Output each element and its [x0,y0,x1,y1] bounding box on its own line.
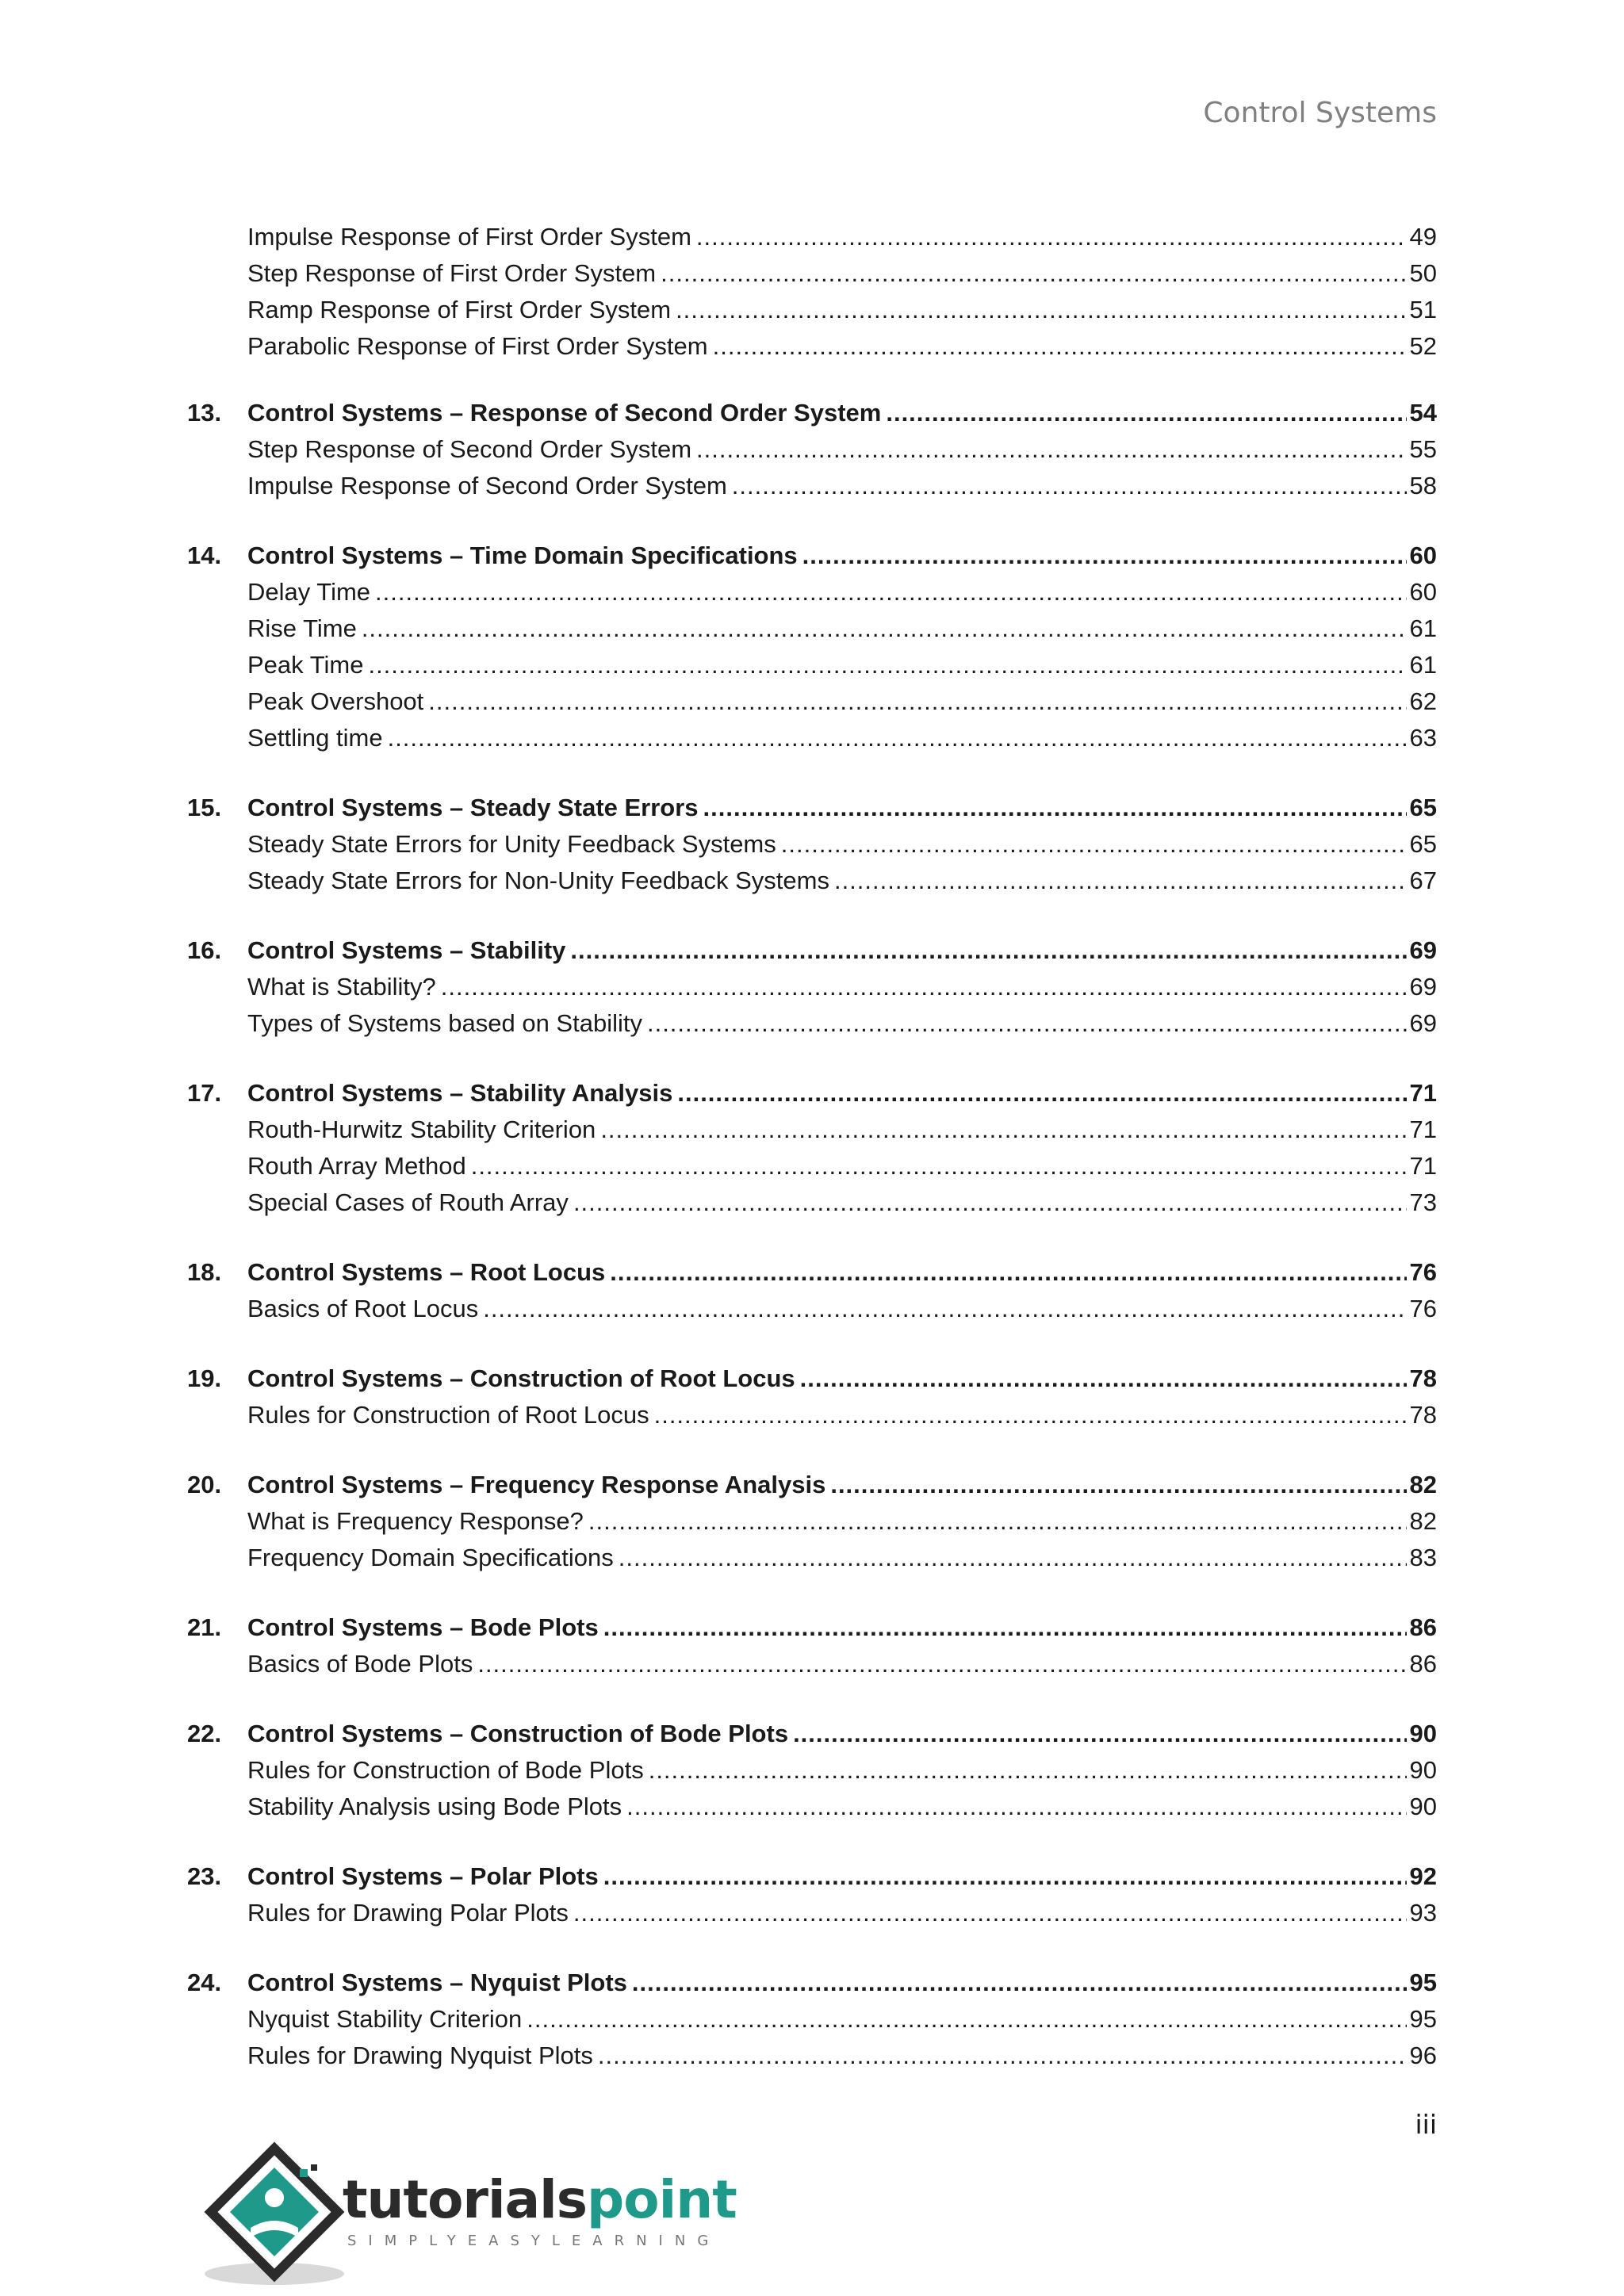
chapter-number: 18. [187,1258,222,1286]
page-number: 90 [1409,1720,1437,1747]
toc-section-entry[interactable] [187,1112,1437,1148]
chapter-number: 17. [187,1079,222,1107]
page-number: 49 [1409,223,1437,251]
logo-wordmark [343,2169,737,2230]
chapter-title: Control Systems – Steady State Errors [247,794,699,821]
table-of-contents [187,219,1437,2074]
dot-leader [570,932,1406,969]
chapter-number: 13. [187,399,222,427]
dot-leader [368,647,1406,683]
running-header: Control Systems [1203,97,1437,129]
chapter-title: Control Systems – Construction of Bode Plots [247,1720,789,1747]
dot-leader [649,1752,1407,1789]
section-title: Basics of Root Locus [247,1295,479,1322]
dot-leader [676,292,1406,328]
page-number: 76 [1409,1258,1437,1286]
page-number: 71 [1409,1152,1437,1180]
toc-section-entry[interactable] [187,863,1437,899]
toc-section-entry[interactable] [187,292,1437,328]
page-number: 96 [1409,2042,1437,2069]
toc-section-entry[interactable] [187,1291,1437,1327]
toc-section-entry[interactable] [187,1646,1437,1682]
page-number: 50 [1409,259,1437,287]
dot-leader [732,468,1407,504]
tutorialspoint-logo [195,2141,737,2291]
section-title: Impulse Response of First Order System [247,223,691,251]
toc-section-entry[interactable] [187,2001,1437,2038]
chapter-number: 15. [187,794,222,821]
page-number: 61 [1409,614,1437,642]
toc-section-entry[interactable] [187,431,1437,468]
chapter-number: 16. [187,936,222,964]
toc-section-entry[interactable] [187,969,1437,1005]
page-number: 55 [1409,435,1437,463]
chapter-title: Control Systems – Stability [247,936,566,964]
section-title: Ramp Response of First Order System [247,296,672,323]
chapter-title: Control Systems – Construction of Root Locus [247,1364,795,1392]
chapter-title: Control Systems – Stability Analysis [247,1079,673,1107]
section-title: Nyquist Stability Criterion [247,2005,523,2033]
dot-leader [428,683,1406,720]
dot-leader [600,1112,1406,1148]
section-title: Routh Array Method [247,1152,466,1180]
toc-section-entry[interactable] [187,1752,1437,1789]
toc-section-entry[interactable] [187,1184,1437,1221]
dot-leader [632,1965,1407,2001]
section-title: Routh-Hurwitz Stability Criterion [247,1115,596,1143]
dot-leader [471,1148,1407,1184]
dot-leader [619,1540,1407,1576]
section-title: Settling time [247,724,383,752]
chapter-number: 14. [187,541,222,569]
chapter-title: Control Systems – Response of Second Order System [247,399,882,427]
chapter-title: Control Systems – Root Locus [247,1258,606,1286]
page-number: 93 [1409,1899,1437,1927]
section-title: Special Cases of Routh Array [247,1188,569,1216]
dot-leader [713,328,1407,365]
toc-chapter-entry[interactable] [187,1716,1437,1752]
section-title: Rules for Construction of Bode Plots [247,1756,644,1784]
dot-leader [647,1005,1407,1042]
section-title: Rules for Drawing Nyquist Plots [247,2042,593,2069]
dot-leader [603,1609,1407,1646]
page-number: 82 [1409,1471,1437,1498]
toc-chapter-entry[interactable] [187,1858,1437,1895]
page-number: 71 [1409,1115,1437,1143]
page-number: 86 [1409,1650,1437,1678]
page-number: 71 [1409,1079,1437,1107]
toc-section-entry[interactable] [187,1503,1437,1540]
section-title: Steady State Errors for Non-Unity Feedback Systems [247,867,829,894]
toc-section-entry[interactable] [187,1789,1437,1825]
page-number: 82 [1409,1507,1437,1535]
section-title: Delay Time [247,578,371,606]
page-number-folio: iii [1415,2109,1437,2140]
toc-chapter-entry[interactable] [187,1254,1437,1291]
section-title: Impulse Response of Second Order System [247,472,727,499]
page-number: 61 [1409,651,1437,679]
logo-word-point: point [587,2169,737,2230]
page-number: 76 [1409,1295,1437,1322]
dot-leader [573,1184,1407,1221]
toc-chapter-entry[interactable] [187,395,1437,431]
dot-leader [375,574,1406,610]
dot-leader [834,863,1407,899]
toc-section-entry[interactable] [187,647,1437,683]
page-number: 69 [1409,936,1437,964]
dot-leader [483,1291,1406,1327]
logo-word-tutorials: tutorials [343,2169,588,2230]
page-number: 78 [1409,1364,1437,1392]
dot-leader [696,219,1407,255]
dot-leader [800,1360,1407,1397]
toc-section-entry[interactable] [187,574,1437,610]
toc-chapter-entry[interactable] [187,932,1437,969]
toc-section-entry[interactable] [187,328,1437,365]
toc-section-entry[interactable] [187,255,1437,292]
section-title: What is Frequency Response? [247,1507,584,1535]
section-title: Basics of Bode Plots [247,1650,473,1678]
page-number: 69 [1409,973,1437,1001]
chapter-title: Control Systems – Time Domain Specifications [247,541,798,569]
chapter-title: Control Systems – Frequency Response Analysis [247,1471,826,1498]
toc-chapter-entry[interactable] [187,1075,1437,1112]
page-number: 83 [1409,1544,1437,1571]
toc-section-entry[interactable] [187,1397,1437,1433]
page-number: 58 [1409,472,1437,499]
dot-leader [598,2038,1407,2074]
toc-chapter-entry[interactable] [187,1609,1437,1646]
chapter-number: 19. [187,1364,222,1392]
chapter-number: 24. [187,1969,222,1996]
page-number: 95 [1409,1969,1437,1996]
dot-leader [388,720,1407,756]
toc-section-entry[interactable] [187,1540,1437,1576]
section-title: Peak Time [247,651,364,679]
section-title: Step Response of Second Order System [247,435,692,463]
page-number: 67 [1409,867,1437,894]
dot-leader [703,790,1407,826]
chapter-title: Control Systems – Bode Plots [247,1613,599,1641]
page-number: 54 [1409,399,1437,427]
section-title: Stability Analysis using Bode Plots [247,1793,622,1820]
dot-leader [477,1646,1406,1682]
dot-leader [588,1503,1407,1540]
dot-leader [441,969,1407,1005]
section-title: Step Response of First Order System [247,259,657,287]
dot-leader [802,538,1407,574]
toc-section-entry[interactable] [187,1895,1437,1931]
dot-leader [626,1789,1406,1825]
logo-tagline: SIMPLYEASYLEARNING [347,2233,721,2249]
chapter-title: Control Systems – Polar Plots [247,1862,599,1890]
page-number: 65 [1409,794,1437,821]
section-title: Types of Systems based on Stability [247,1009,642,1037]
dot-leader [573,1895,1407,1931]
page-number: 65 [1409,830,1437,858]
chapter-title: Control Systems – Nyquist Plots [247,1969,627,1996]
page-number: 86 [1409,1613,1437,1641]
page-number: 78 [1409,1401,1437,1429]
logo-emblem-icon [195,2141,354,2291]
dot-leader [830,1467,1406,1503]
chapter-number: 20. [187,1471,222,1498]
section-title: Peak Overshoot [247,687,424,715]
section-title: Steady State Errors for Unity Feedback Systems [247,830,776,858]
chapter-number: 21. [187,1613,222,1641]
toc-section-entry[interactable] [187,826,1437,863]
toc-section-entry[interactable] [187,720,1437,756]
page-number: 63 [1409,724,1437,752]
toc-chapter-entry[interactable] [187,790,1437,826]
dot-leader [696,431,1407,468]
page-number: 95 [1409,2005,1437,2033]
toc-chapter-entry[interactable] [187,1360,1437,1397]
dot-leader [677,1075,1406,1112]
page-number: 90 [1409,1756,1437,1784]
dot-leader [603,1858,1407,1895]
dot-leader [886,395,1406,431]
section-title: Rise Time [247,614,357,642]
toc-chapter-entry[interactable] [187,1467,1437,1503]
toc-chapter-entry[interactable] [187,1965,1437,2001]
toc-section-entry[interactable] [187,1005,1437,1042]
page-number: 52 [1409,332,1437,360]
toc-section-entry[interactable] [187,2038,1437,2074]
section-title: Frequency Domain Specifications [247,1544,614,1571]
section-title: What is Stability? [247,973,436,1001]
section-title: Rules for Construction of Root Locus [247,1401,649,1429]
dot-leader [527,2001,1406,2038]
toc-section-entry[interactable] [187,683,1437,720]
section-title: Parabolic Response of First Order System [247,332,708,360]
chapter-number: 23. [187,1862,222,1890]
page-number: 62 [1409,687,1437,715]
dot-leader [781,826,1407,863]
page-number: 73 [1409,1188,1437,1216]
page-number: 60 [1409,541,1437,569]
page-number: 51 [1409,296,1437,323]
section-title: Rules for Drawing Polar Plots [247,1899,569,1927]
toc-chapter-entry[interactable] [187,538,1437,574]
chapter-number: 22. [187,1720,222,1747]
dot-leader [654,1397,1407,1433]
toc-section-entry[interactable] [187,219,1437,255]
page-number: 92 [1409,1862,1437,1890]
dot-leader [793,1716,1406,1752]
toc-section-entry[interactable] [187,610,1437,647]
dot-leader [610,1254,1406,1291]
toc-section-entry[interactable] [187,468,1437,504]
page-number: 69 [1409,1009,1437,1037]
page-number: 90 [1409,1793,1437,1820]
dot-leader [661,255,1406,292]
page-number: 60 [1409,578,1437,606]
toc-section-entry[interactable] [187,1148,1437,1184]
dot-leader [362,610,1407,647]
